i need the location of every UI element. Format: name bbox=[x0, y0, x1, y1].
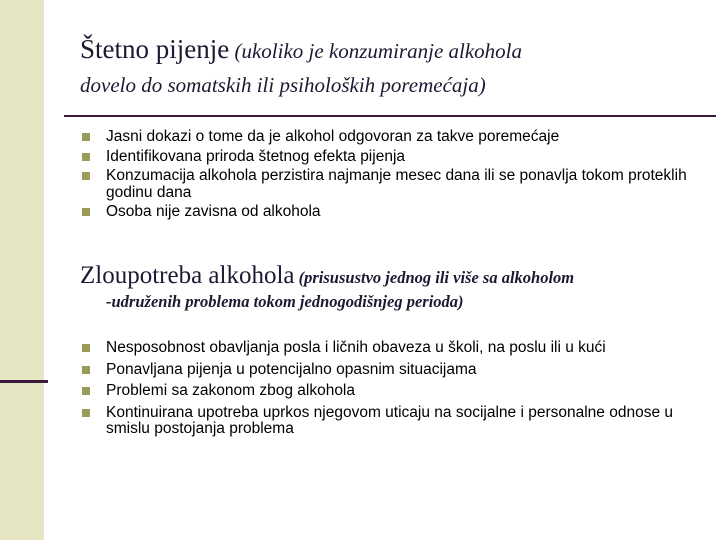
list-item bbox=[80, 362, 700, 379]
square-bullet-icon bbox=[82, 409, 90, 417]
list-item bbox=[80, 129, 700, 146]
square-bullet-icon bbox=[82, 133, 90, 141]
list-item-text: Identifikovana priroda štetnog efekta pijenja bbox=[106, 147, 406, 165]
section-heading-abuse bbox=[80, 262, 710, 312]
list-item bbox=[80, 204, 700, 221]
title-divider bbox=[64, 115, 716, 117]
section-heading-sub-line1: (prisusustvo jednog ili više sa alkoholom bbox=[294, 268, 575, 287]
title-subtitle-line1: (ukoliko je konzumiranje alkohola bbox=[229, 39, 523, 63]
list-item-text: Ponavljana pijenja u potencijalno opasnim situacijama bbox=[106, 360, 477, 378]
list-item-text: Osoba nije zavisna od alkohola bbox=[106, 203, 321, 220]
list-item bbox=[80, 149, 700, 166]
list-item-text: Nesposobnost obavljanja posla i ličnih obaveza u školi, na poslu ili u kući bbox=[106, 339, 606, 356]
sidebar-band bbox=[0, 0, 44, 540]
square-bullet-icon bbox=[82, 208, 90, 216]
section-heading-sub-line2: -udruženih problema tokom jednogodišnjeg perioda) bbox=[106, 292, 464, 311]
square-bullet-icon bbox=[82, 153, 90, 161]
list-item-text: Jasni dokazi o tome da je alkohol odgovoran za takve poremećaje bbox=[106, 128, 560, 145]
list-item-text: Problemi sa zakonom zbog alkohola bbox=[106, 382, 355, 399]
list-item bbox=[80, 168, 700, 201]
left-accent-line bbox=[0, 380, 48, 383]
section-heading-main: Zloupotreba alkohola bbox=[80, 262, 295, 289]
bullet-list-abuse bbox=[80, 340, 700, 443]
list-item-text: Kontinuirana upotreba uprkos njegovom uticaju na socijalne i personalne odnose u smislu postojanja problema bbox=[106, 403, 673, 437]
square-bullet-icon bbox=[82, 344, 90, 352]
square-bullet-icon bbox=[82, 366, 90, 374]
bullet-list-harmful-use bbox=[80, 129, 700, 224]
slide-title bbox=[80, 34, 710, 98]
title-main: Štetno pijenje bbox=[80, 34, 230, 64]
list-item-text: Konzumacija alkohola perzistira najmanje mesec dana ili se ponavlja tokom proteklih godinu dana bbox=[106, 167, 687, 201]
title-subtitle-line2: dovelo do somatskih ili psiholoških poremećaja) bbox=[80, 73, 486, 97]
list-item bbox=[80, 340, 700, 357]
list-item bbox=[80, 405, 700, 438]
square-bullet-icon bbox=[82, 387, 90, 395]
list-item bbox=[80, 383, 700, 400]
square-bullet-icon bbox=[82, 172, 90, 180]
